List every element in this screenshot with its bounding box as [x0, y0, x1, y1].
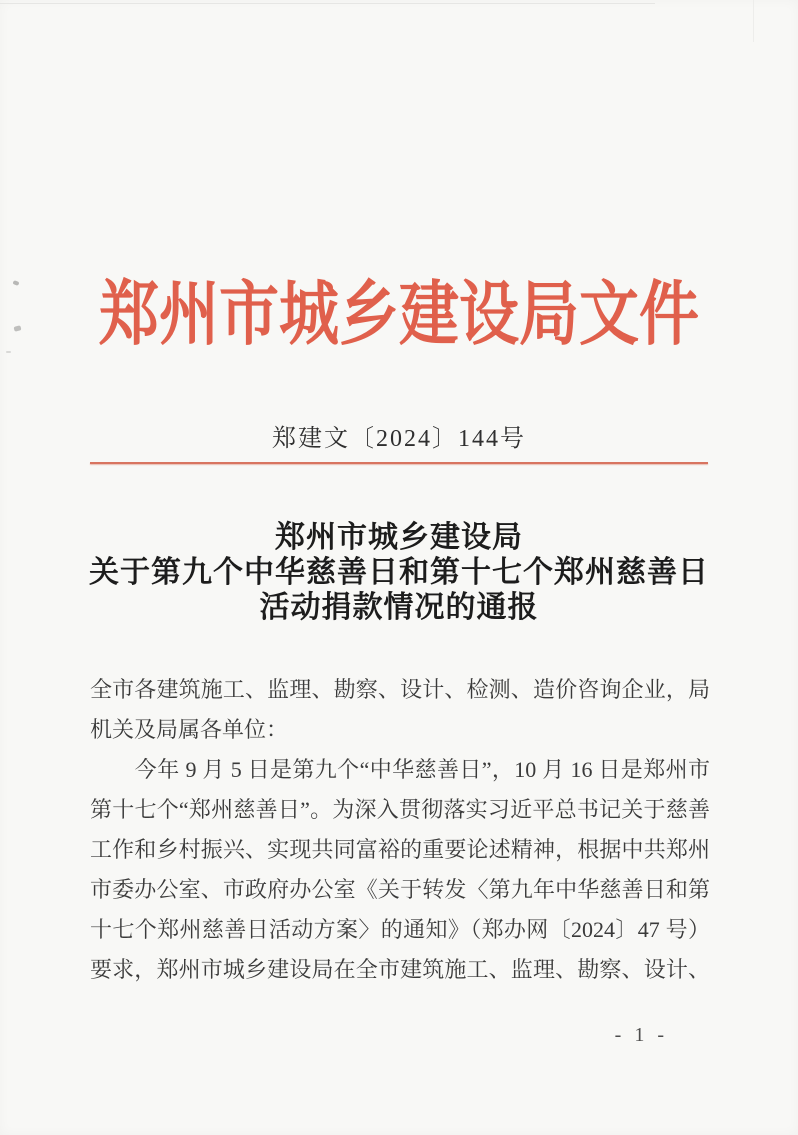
red-divider-rule [90, 462, 708, 464]
agency-letterhead-title: 郑州市城乡建设局文件 [99, 276, 699, 354]
scan-speck [6, 351, 11, 353]
salutation [90, 670, 710, 750]
title-line: 活动捐款情况的通报 [259, 591, 539, 624]
paragraph-line: 要求，郑州市城乡建设局在全市建筑施工、监理、勘察、设计、 [90, 957, 710, 982]
scan-edge-line [0, 3, 655, 4]
paragraph-line: 市委办公室、市政府办公室《关于转发〈第九年中华慈善日和第 [90, 877, 710, 902]
scan-edge-line [753, 0, 754, 42]
paragraph-line: 第十七个“郑州慈善日”。为深入贯彻落实习近平总书记关于慈善 [90, 797, 710, 822]
body-paragraph [90, 750, 710, 990]
salutation-line: 机关及局属各单位： [90, 717, 289, 742]
title-line: 郑州市城乡建设局 [275, 521, 523, 554]
paragraph-line: 十七个郑州慈善日活动方案〉的通知》（郑办网〔2024〕47 号） [90, 917, 710, 942]
page-number: - 1 - [614, 1024, 668, 1046]
paragraph-line: 工作和乡村振兴、实现共同富裕的重要论述精神，根据中共郑州 [90, 837, 710, 862]
document-title [60, 520, 738, 625]
paragraph-line: 今年 9 月 5 日是第九个“中华慈善日”，10 月 16 日是郑州市 [90, 757, 710, 782]
document-number: 郑建文〔2024〕144号 [272, 426, 526, 452]
title-line: 关于第九个中华慈善日和第十七个郑州慈善日 [89, 556, 709, 589]
salutation-line: 全市各建筑施工、监理、勘察、设计、检测、造价咨询企业，局 [90, 677, 710, 702]
